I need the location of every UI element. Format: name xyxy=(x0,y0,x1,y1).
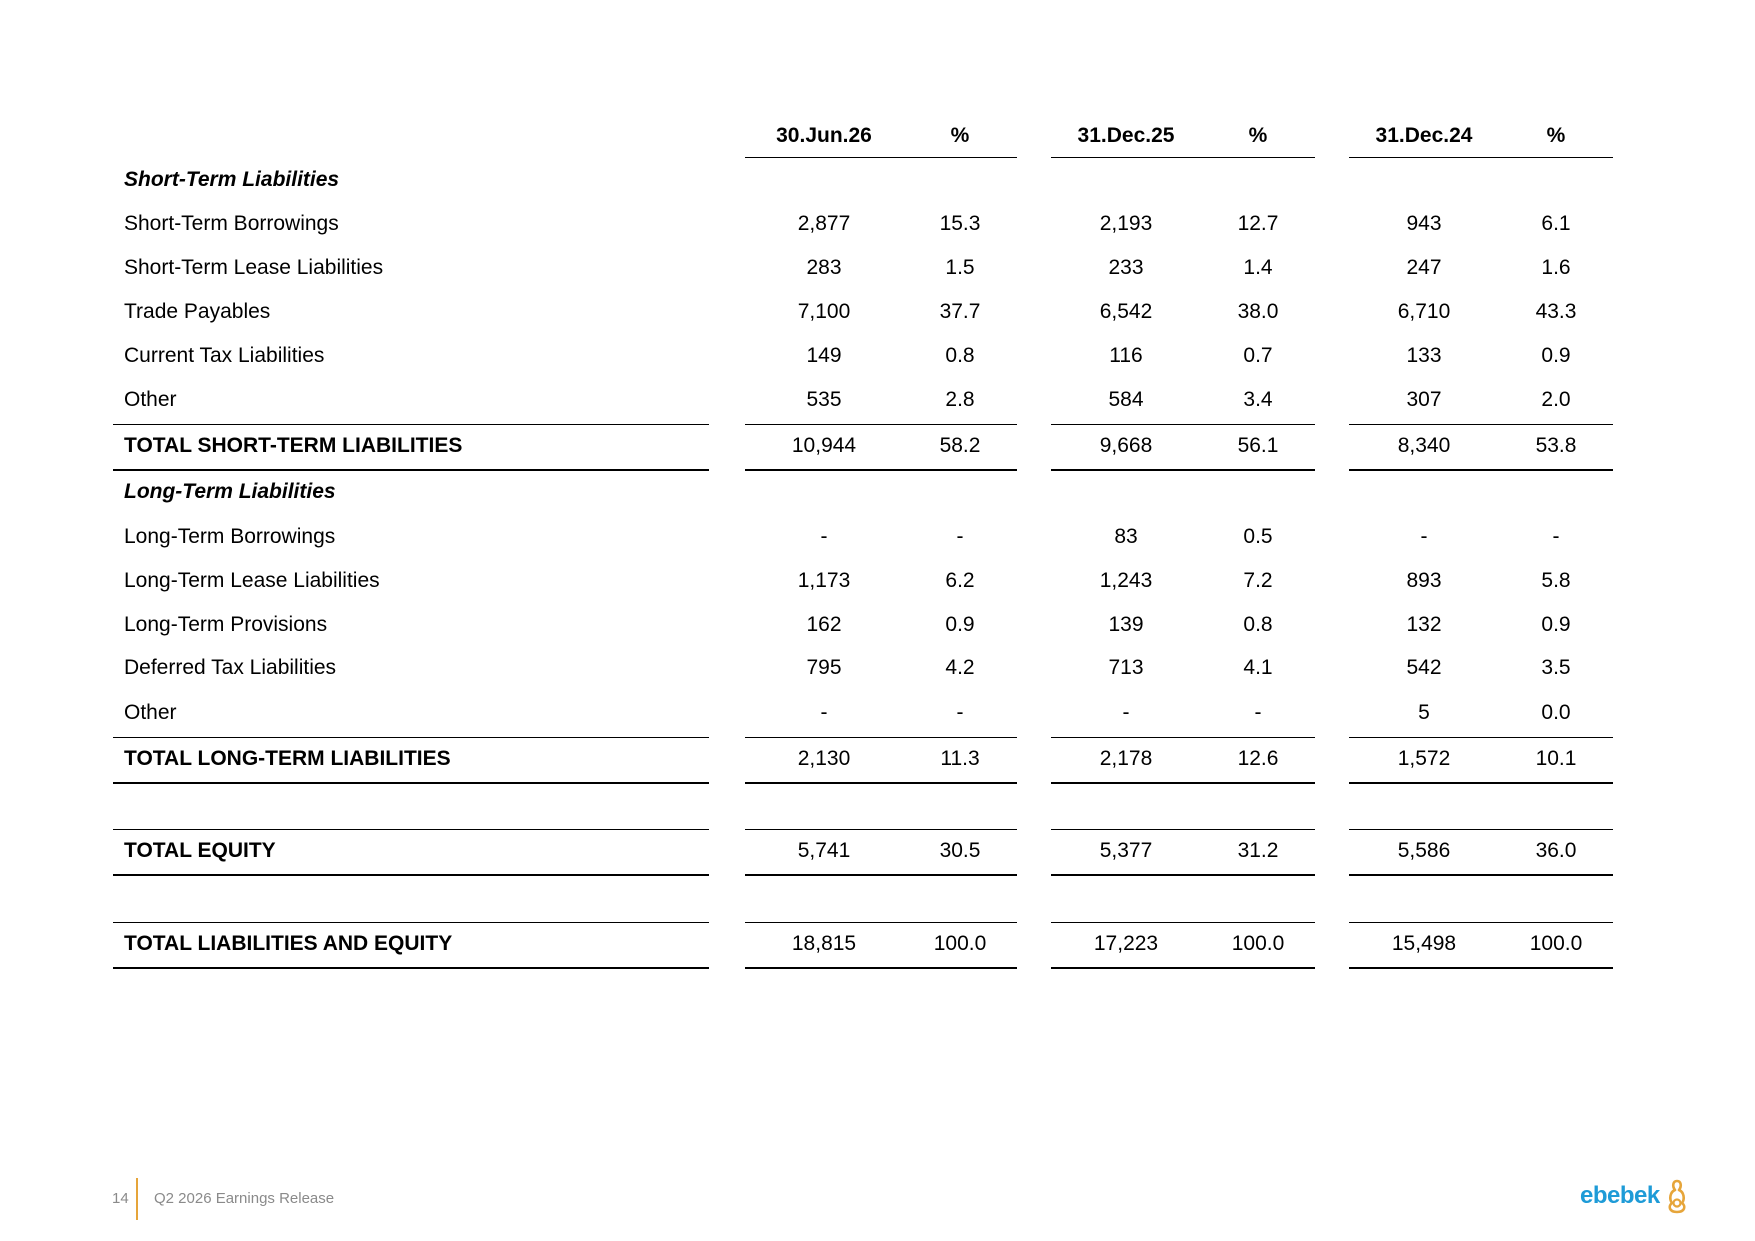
table-cell: 713 xyxy=(1108,656,1144,679)
total-rule-top xyxy=(1349,424,1613,425)
table-cell: 10,944 xyxy=(791,434,857,457)
table-cell: 12.7 xyxy=(1237,212,1279,235)
table-cell: 2,130 xyxy=(797,747,851,770)
row-label: Other xyxy=(124,701,177,724)
table-cell: 0.0 xyxy=(1541,701,1571,724)
table-cell: - xyxy=(1420,525,1428,548)
row-label: Long-Term Provisions xyxy=(124,613,328,636)
total-rule-top xyxy=(1051,424,1315,425)
table-cell: 11.3 xyxy=(940,747,980,770)
table-cell: 5,741 xyxy=(797,839,851,862)
total-rule-top xyxy=(1051,922,1315,923)
column-header: % xyxy=(950,124,970,147)
total-rule-top xyxy=(113,737,709,738)
table-cell: 100.0 xyxy=(933,932,987,955)
table-cell: 1,173 xyxy=(797,569,851,592)
table-cell: 5.8 xyxy=(1541,569,1571,592)
table-cell: 3.4 xyxy=(1243,388,1273,411)
header-rule xyxy=(1051,157,1315,158)
column-header: % xyxy=(1546,124,1566,147)
total-rule-bottom xyxy=(1051,782,1315,784)
row-label: Long-Term Borrowings xyxy=(124,525,336,548)
total-rule-top xyxy=(745,922,1017,923)
table-cell: 132 xyxy=(1406,613,1442,636)
table-cell: 10.1 xyxy=(1535,747,1577,770)
total-row-label: TOTAL LONG-TERM LIABILITIES xyxy=(124,747,451,770)
row-label: Deferred Tax Liabilities xyxy=(124,656,337,679)
total-rule-bottom xyxy=(745,874,1017,876)
table-cell: 4.2 xyxy=(945,656,975,679)
table-cell: 233 xyxy=(1108,256,1144,279)
total-rule-bottom xyxy=(113,782,709,784)
footer-divider xyxy=(136,1178,138,1220)
table-cell: 56.1 xyxy=(1237,434,1279,457)
row-label: Current Tax Liabilities xyxy=(124,344,325,367)
page-number: 14 xyxy=(112,1190,129,1207)
column-header: 31.Dec.25 xyxy=(1077,124,1175,147)
table-cell: - xyxy=(820,525,828,548)
table-cell: 0.9 xyxy=(945,613,975,636)
table-cell: 2,193 xyxy=(1099,212,1153,235)
section-heading: Long-Term Liabilities xyxy=(124,480,336,503)
total-rule-top xyxy=(113,424,709,425)
column-header: 31.Dec.24 xyxy=(1375,124,1473,147)
row-label: Short-Term Lease Liabilities xyxy=(124,256,384,279)
table-cell: 535 xyxy=(806,388,842,411)
total-rule-top xyxy=(113,829,709,830)
total-rule-bottom xyxy=(745,782,1017,784)
table-cell: 5,377 xyxy=(1099,839,1153,862)
total-rule-top xyxy=(1051,829,1315,830)
table-cell: 0.9 xyxy=(1541,344,1571,367)
table-cell: - xyxy=(1122,701,1130,724)
table-cell: 0.7 xyxy=(1243,344,1273,367)
table-cell: 7.2 xyxy=(1243,569,1273,592)
table-cell: 283 xyxy=(806,256,842,279)
ebebek-pacifier-icon xyxy=(1666,1178,1688,1214)
table-cell: 0.9 xyxy=(1541,613,1571,636)
table-cell: 2,877 xyxy=(797,212,851,235)
table-cell: 1.6 xyxy=(1541,256,1571,279)
total-rule-bottom xyxy=(745,967,1017,969)
table-cell: 542 xyxy=(1406,656,1442,679)
total-rule-bottom xyxy=(745,469,1017,471)
table-cell: 6.1 xyxy=(1541,212,1571,235)
table-cell: 9,668 xyxy=(1099,434,1153,457)
table-cell: 100.0 xyxy=(1231,932,1285,955)
table-cell: 1.4 xyxy=(1243,256,1273,279)
total-rule-bottom xyxy=(1051,967,1315,969)
table-cell: 6.2 xyxy=(945,569,975,592)
table-cell: 7,100 xyxy=(797,300,851,323)
table-cell: 307 xyxy=(1406,388,1442,411)
column-header: 30.Jun.26 xyxy=(776,124,872,147)
table-cell: - xyxy=(1254,701,1262,724)
header-rule xyxy=(745,157,1017,158)
brand-wordmark: ebebek xyxy=(1580,1182,1660,1209)
table-cell: 2,178 xyxy=(1099,747,1153,770)
table-cell: 584 xyxy=(1108,388,1144,411)
total-row-label: TOTAL SHORT-TERM LIABILITIES xyxy=(124,434,463,457)
total-rule-top xyxy=(745,424,1017,425)
table-cell: 0.8 xyxy=(1243,613,1273,636)
section-heading: Short-Term Liabilities xyxy=(124,168,340,191)
row-label: Trade Payables xyxy=(124,300,271,323)
table-cell: 0.8 xyxy=(945,344,975,367)
total-row-label: TOTAL EQUITY xyxy=(124,839,276,862)
table-cell: 12.6 xyxy=(1237,747,1279,770)
table-cell: 1,243 xyxy=(1099,569,1153,592)
row-label: Short-Term Borrowings xyxy=(124,212,339,235)
table-cell: 31.2 xyxy=(1237,839,1279,862)
table-cell: 2.0 xyxy=(1541,388,1571,411)
table-cell: 58.2 xyxy=(939,434,981,457)
total-rule-bottom xyxy=(1349,967,1613,969)
total-rule-top xyxy=(1349,922,1613,923)
table-cell: 53.8 xyxy=(1535,434,1577,457)
table-cell: 139 xyxy=(1108,613,1144,636)
total-rule-bottom xyxy=(113,874,709,876)
total-rule-top xyxy=(745,829,1017,830)
table-cell: 133 xyxy=(1406,344,1442,367)
total-rule-bottom xyxy=(1051,469,1315,471)
total-rule-top xyxy=(1349,737,1613,738)
table-cell: - xyxy=(956,701,964,724)
report-title: Q2 2026 Earnings Release xyxy=(154,1190,335,1207)
table-cell: 943 xyxy=(1406,212,1442,235)
total-row-label: TOTAL LIABILITIES AND EQUITY xyxy=(124,932,453,955)
table-cell: 6,542 xyxy=(1099,300,1153,323)
table-cell: 38.0 xyxy=(1237,300,1279,323)
table-cell: 36.0 xyxy=(1535,839,1577,862)
table-cell: 15.3 xyxy=(939,212,981,235)
table-cell: - xyxy=(820,701,828,724)
table-cell: 30.5 xyxy=(939,839,981,862)
header-rule xyxy=(1349,157,1613,158)
table-cell: 3.5 xyxy=(1541,656,1571,679)
row-label: Other xyxy=(124,388,177,411)
table-cell: 83 xyxy=(1114,525,1138,548)
table-cell: 8,340 xyxy=(1397,434,1451,457)
table-cell: 37.7 xyxy=(939,300,981,323)
table-cell: 116 xyxy=(1109,344,1143,367)
total-rule-bottom xyxy=(113,967,709,969)
table-cell: 5,586 xyxy=(1397,839,1451,862)
table-cell: 2.8 xyxy=(945,388,975,411)
total-rule-top xyxy=(113,922,709,923)
table-cell: 18,815 xyxy=(791,932,857,955)
table-cell: 5 xyxy=(1418,701,1430,724)
table-cell: 1.5 xyxy=(945,256,975,279)
table-cell: - xyxy=(1552,525,1560,548)
total-rule-bottom xyxy=(113,469,709,471)
table-cell: 795 xyxy=(806,656,842,679)
table-cell: 17,223 xyxy=(1093,932,1159,955)
table-cell: 15,498 xyxy=(1391,932,1457,955)
total-rule-top xyxy=(745,737,1017,738)
table-cell: - xyxy=(956,525,964,548)
table-cell: 149 xyxy=(806,344,842,367)
total-rule-bottom xyxy=(1349,469,1613,471)
total-rule-top xyxy=(1349,829,1613,830)
total-rule-top xyxy=(1051,737,1315,738)
table-cell: 0.5 xyxy=(1243,525,1273,548)
table-cell: 247 xyxy=(1406,256,1442,279)
table-cell: 6,710 xyxy=(1397,300,1451,323)
table-cell: 162 xyxy=(806,613,842,636)
total-rule-bottom xyxy=(1349,874,1613,876)
table-cell: 4.1 xyxy=(1243,656,1273,679)
row-label: Long-Term Lease Liabilities xyxy=(124,569,380,592)
table-cell: 100.0 xyxy=(1529,932,1583,955)
table-cell: 1,572 xyxy=(1397,747,1451,770)
table-cell: 893 xyxy=(1406,569,1442,592)
total-rule-bottom xyxy=(1349,782,1613,784)
column-header: % xyxy=(1248,124,1268,147)
table-cell: 43.3 xyxy=(1535,300,1577,323)
total-rule-bottom xyxy=(1051,874,1315,876)
